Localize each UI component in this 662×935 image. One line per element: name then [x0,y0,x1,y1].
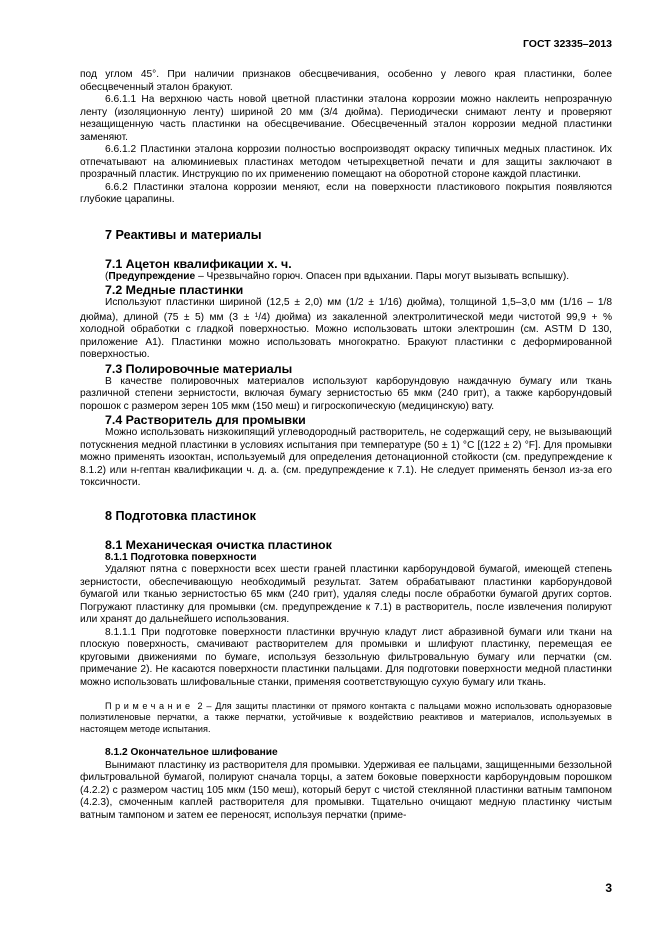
warning-label: Предупреждение [108,270,196,282]
paragraph-7-4: Можно использовать низкокипящий углеводородный растворитель, не содержащий серу, не вызывающий потускнения медной пластинки в условиях испытания при температуре (50 ± 1) °С [(122 ± 2) °F]. Для промывки можно применять изооктан, используемый для определения детонационной стойкости (см. предупреждение к 8.1.2) или н-гептан квалификации ч. д. а. (см. предупреждение к 7.1). Не следует применять бензол из-за его токсичности. [80,427,612,488]
paragraph-7-3: В качестве полировочных материалов используют карборундовую наждачную бумагу или ткань различной степени зернистости, включая бумагу зернистостью 65 мкм (240 грит), а также карборундовый порошок с размером зерен 105 мкм (150 меш) и гигроскопическую (медицинскую) вату. [80,375,612,412]
paragraph-7-2: Используют пластинки шириной (12,5 ± 2,0) мм (1/2 ± 1/16) дюйма), толщиной 1,5–3,0 мм (1/16 – 1/8 дюйма), длиной (75 ± 5) мм (3 ± $^1$/4) дюйма) из закаленной электролитической меди чистотой 99,9 + % холодной обработки с гладкой поверхностью. Можно использовать штоки электрошин (см. ASTM D 130, приложение А1). Пластинки можно использовать многократно. Бракуют пластинки с деформированной поверхностью. [80,297,613,360]
paragraph-8-1-1-1: 8.1.1.1 При подготовке поверхности пластинки вручную кладут лист абразивной бумаги или ткани на плоскую поверхность, смачивают растворителем для промывки и шлифуют пластинку, перемещая ее круговыми движениями по бумаге, используя беззольную фильтровальную бумагу или перчатки (см. примечание 2). Не касаются поверхности пластинки пальцами. Для подготовки поверхности медной пластинки можно использовать шлифовальные станки, применяя соответствующую сухую бумагу или ткань. [80,626,612,688]
paragraph-6-6-1-continued: под углом 45°. При наличии признаков обесцвечивания, особенно у левого края пластинки, более обесцвеченный эталон бракуют. [80,69,612,93]
paragraph-7-1-warning: (Предупреждение – Чрезвычайно горюч. Опасен при вдыхании. Пары могут вызывать вспышку). [105,270,570,282]
paragraph-8-1-2: Вынимают пластинку из растворителя для промывки. Удерживая ее пальцами, защищенными беззольной фильтровальной бумагой, полируют сначала торцы, а затем боковые поверхности карборундовым порошком (4.2.2) с размером частиц 105 мкм (150 меш), который берут с чистой стеклянной пластинки ватным тампоном (4.2.3), смоченным каплей растворителя для промывки. Тщательно очищают медную пластинку чистым ватным тампоном и затем ее переносят, используя перчатки (приме- [80,759,612,821]
document-id-header: ГОСТ 32335–2013 [522,38,612,50]
section-8-1-2-heading: 8.1.2 Окончательное шлифование [105,747,278,759]
section-8-1-heading: 8.1 Механическая очистка пластинок [105,537,332,552]
section-7-1-heading: 7.1 Ацетон квалификации х. ч. [105,256,292,271]
section-7-4-heading: 7.4 Растворитель для промывки [105,413,306,427]
note-2: Примечание 2 – Для защиты пластинки от прямого контакта с пальцами можно использовать одноразовые полиэтиленовые перчатки, а также перчатки, устойчивые к воздействию реактивов и материалов, используемых в настоящем методе испытания. [80,701,612,734]
page-content [80,69,612,822]
section-7-3-heading: 7.3 Полировочные материалы [105,361,293,376]
paragraph-8-1-1: Удаляют пятна с поверхности всех шести граней пластинки карборундовой бумагой, имеющей степень зернистости, обеспечивающую необходимый результат. Затем обрабатывают пластинки карборундовой бумагой или тканью зернистостью 65 мкм (240 грит), удаляя следы после обработки бумагой других сортов. Погружают пластинку для промывки (см. предупреждение к 7.1) в растворитель, после извлечения полируют или хранят до дальнейшего использования. [80,564,612,625]
page-number: 3 [605,881,612,895]
paragraph-6-6-1-1: 6.6.1.1 На верхнюю часть новой цветной пластинки эталона коррозии можно наклеить непрозрачную ленту (изоляционную ленту) шириной 20 мм (3/4 дюйма). Периодически снимают ленту и проверяют незащищенную часть пластинки на обесцвечивание. Обесцвеченный эталон коррозии медной пластинки заменяют. [80,94,612,143]
section-8-heading: 8 Подготовка пластинок [105,508,256,523]
section-7-2-heading: 7.2 Медные пластинки [105,283,244,297]
section-7-heading: 7 Реактивы и материалы [105,227,262,242]
paragraph-6-6-1-2: 6.6.1.2 Пластинки эталона коррозии полностью воспроизводят окраску типичных медных пластинок. Их отпечатывают на алюминиевых пластинах методом четырехцветной печати и для защиты заключают в прозрачный пластик. Инструкцию по их применению помещают на оборотной стороне каждой пластинки. [80,144,612,180]
paragraph-6-6-2: 6.6.2 Пластинки эталона коррозии меняют, если на поверхности пластикового покрытия появляются глубокие царапины. [80,181,612,205]
section-8-1-1-heading: 8.1.1 Подготовка поверхности [105,551,257,563]
note-label: Примечание [105,701,194,711]
